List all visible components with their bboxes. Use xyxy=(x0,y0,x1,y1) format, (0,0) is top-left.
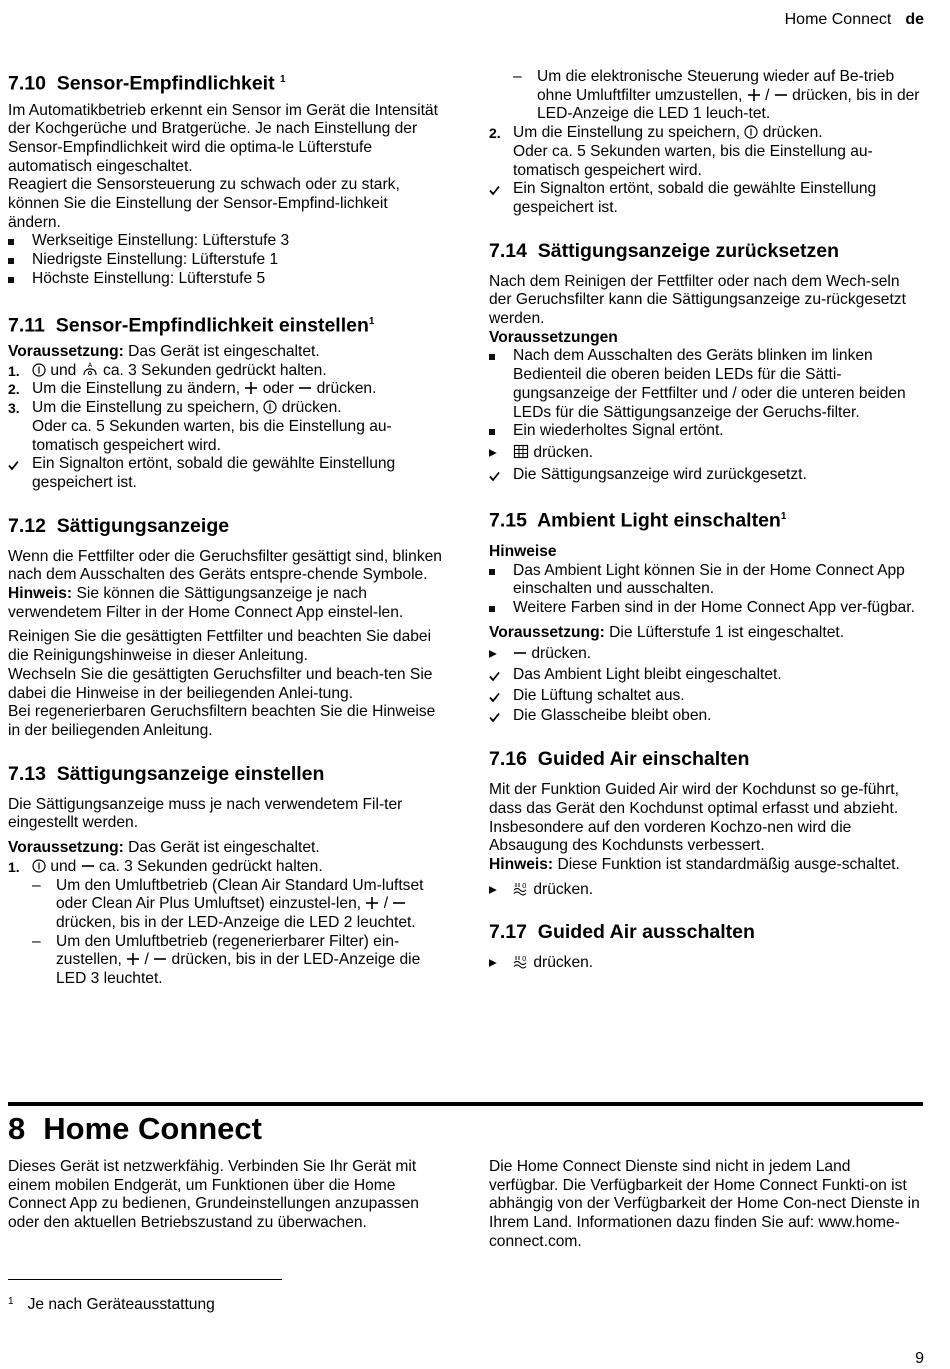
step: 2. Um die Einstellung zu speichern, drücken. Oder ca. 5 Sekunden warten, bis die Einstellung au-tomatisch gespeichert wird. xyxy=(489,124,873,179)
left-column xyxy=(8,68,443,989)
arrow-right-icon: ▸ xyxy=(489,443,497,461)
list-item: Weitere Farben sind in der Home Connect App ver-fügbar. xyxy=(489,599,924,618)
paragraph: Reagiert die Sensorsteuerung zu schwach oder zu stark, können Sie die Einstellung der Sensor-Empfind-lichkeit ändern. xyxy=(8,176,400,231)
bullet-square-icon xyxy=(489,429,495,435)
paragraph: Wechseln Sie die gesättigten Geruchsfilter und beach-ten Sie dabei die Hinweise in der beiliegenden Anlei-tung. xyxy=(8,665,433,702)
heading-7-15: 7.15 Ambient Light einschalten$^1$ xyxy=(489,509,787,532)
bullet-square-icon xyxy=(489,354,495,360)
action-step: ▸ 0 drücken. xyxy=(489,880,594,898)
minus-icon xyxy=(81,859,95,873)
precondition: Voraussetzung: Die Lüfterstufe 1 ist eingeschaltet. xyxy=(489,623,845,641)
arrow-right-icon: ▸ xyxy=(489,954,497,972)
heading-7-12: 7.12 Sättigungsanzeige xyxy=(8,514,230,537)
heading-7-14: 7.14 Sättigungsanzeige zurücksetzen xyxy=(489,239,840,262)
svg-text:0: 0 xyxy=(522,881,527,890)
bullet-square-icon xyxy=(8,258,14,264)
heading-7-13: 7.13 Sättigungsanzeige einstellen xyxy=(8,762,325,785)
sensor-auto-icon xyxy=(81,362,99,377)
heading-7-17: 7.17 Guided Air ausschalten xyxy=(489,921,755,944)
svg-text:0: 0 xyxy=(522,955,527,964)
minus-icon xyxy=(153,952,167,966)
step: 1. und A ca. 3 Sekunden gedrückt halten. xyxy=(8,361,327,379)
paragraph: Die Home Connect Dienste sind nicht in jedem Land verfügbar. Die Verfügbarkeit der Home Connect Funkti-on ist abhängig von der Verfügbarkeit der Home Con-nect Dienste in Ihrem Land. Informationen dazu finden Sie auf: www.home-connect.com. xyxy=(489,1158,920,1250)
preconditions-heading: Voraussetzungen xyxy=(489,328,618,346)
list-item: Ein wiederholtes Signal ertönt. xyxy=(489,422,924,441)
step: 2. Um die Einstellung zu ändern, oder drücken. xyxy=(8,380,377,398)
header-title: Home Connect xyxy=(784,11,892,28)
bullet-square-icon xyxy=(8,277,14,283)
svg-text:A: A xyxy=(87,361,92,369)
guided-air-icon xyxy=(513,881,529,896)
power-icon xyxy=(32,363,46,377)
page-header xyxy=(785,11,924,29)
plus-icon xyxy=(747,88,761,102)
paragraph: Wenn die Fettfilter oder die Geruchsfilter gesättigt sind, blinken nach dem Ausschalten des Geräts entspre-chende Symbole. xyxy=(8,547,442,584)
action-step: ▸ 0 drücken. xyxy=(489,954,594,972)
minus-icon xyxy=(298,381,312,395)
paragraph: Dieses Gerät ist netzwerkfähig. Verbinden Sie Ihr Gerät mit einem mobilen Endgerät, um Funktionen über die Home Connect App zu bedienen, Grundeinstellungen anzupassen oder den aktuellen Betriebszustand zu überwachen. xyxy=(8,1158,419,1232)
heading-7-10: 7.10 Sensor-Empfindlichkeit $^1$ xyxy=(8,72,286,95)
result: Die Lüftung schaltet aus. xyxy=(489,687,924,706)
power-icon xyxy=(744,125,758,139)
right-column xyxy=(489,68,924,973)
guided-air-icon xyxy=(513,954,529,969)
paragraph: Nach dem Reinigen der Fettfilter oder nach dem Wech-seln der Geruchsfilter kann die Sättigungsanzeige zu-rückgesetzt werden. xyxy=(489,272,906,328)
checkmark-icon xyxy=(489,671,500,682)
plus-icon xyxy=(365,896,379,910)
checkmark-icon xyxy=(489,712,500,723)
paragraph: Reinigen Sie die gesättigten Fettfilter und beachten Sie dabei die Reinigungshinweise in dieser Anleitung. xyxy=(8,628,432,665)
result: Ein Signalton ertönt, sobald die gewählte Einstellung gespeichert ist. xyxy=(489,180,924,217)
paragraph: Bei regenerierbaren Geruchsfiltern beachten Sie die Hinweise in der beiliegenden Anleitung. xyxy=(8,703,436,739)
bullet-square-icon xyxy=(8,239,14,245)
heading-7-16: 7.16 Guided Air einschalten xyxy=(489,748,750,771)
footnote: $^1$ Je nach Geräteausstattung xyxy=(8,1296,215,1313)
precondition: Voraussetzung: Das Gerät ist eingeschaltet. xyxy=(8,839,320,857)
sub-step: – Um den Umluftbetrieb (Clean Air Standard Um-luftset oder Clean Air Plus Umluftset) einzustel-len, / drücken, bis in der LED-Anzeige die LED 2 leuchtet. xyxy=(32,876,424,931)
page-number: 9 xyxy=(915,1350,924,1367)
power-icon xyxy=(263,400,277,414)
result: Die Sättigungsanzeige wird zurückgesetzt. xyxy=(489,466,924,485)
checkmark-icon xyxy=(489,185,500,196)
hint: Hinweis: Sie können die Sättigungsanzeige je nach verwendetem Filter in der Home Connect App einstel-len. xyxy=(8,585,404,621)
heading-8: 8 Home Connect xyxy=(8,1111,262,1146)
section-divider xyxy=(8,1102,923,1106)
hints-heading: Hinweise xyxy=(489,542,557,560)
step: 3. Um die Einstellung zu speichern, drücken. Oder ca. 5 Sekunden warten, bis die Einstellung au-tomatisch gespeichert wird. xyxy=(8,399,392,454)
action-step: ▸ drücken. xyxy=(489,443,594,461)
list-item: Höchste Einstellung: Lüfterstufe 5 xyxy=(8,270,443,289)
plus-icon xyxy=(126,952,140,966)
paragraph: Mit der Funktion Guided Air wird der Kochdunst so ge-führt, dass das Gerät den Kochdunst optimal erfasst und abzieht. Insbesondere auf den vorderen Kochzo-nen wird die Absaugung des Kochdunsts verbessert. xyxy=(489,781,899,855)
list-item: Nach dem Ausschalten des Geräts blinken im linken Bedienteil die oberen beiden LEDs für die Sätti-gungsanzeige der Fettfilter und / oder die unteren beiden LEDs für die Sättigungsanzeige der Geruchs-filter. xyxy=(489,347,924,422)
paragraph: Die Sättigungsanzeige muss je nach verwendetem Fil-ter eingestellt werden. xyxy=(8,795,403,832)
footnote-divider xyxy=(8,1279,282,1280)
result: Ein Signalton ertönt, sobald die gewählte Einstellung gespeichert ist. xyxy=(8,455,443,492)
checkmark-icon xyxy=(489,471,500,482)
hint: Hinweis: Diese Funktion ist standardmäßig ausge-schaltet. xyxy=(489,856,900,873)
arrow-right-icon: ▸ xyxy=(489,645,497,663)
heading-7-11: 7.11 Sensor-Empfindlichkeit einstellen$^1$ xyxy=(8,314,375,337)
filter-grid-icon xyxy=(513,444,529,459)
paragraph: Im Automatikbetrieb erkennt ein Sensor im Gerät die Intensität der Kochgerüche und Bratgerüche. Je nach Einstellung der Sensor-Empfindlichkeit wird die optima-le Lüfterstufe automatisch eingeschaltet. xyxy=(8,101,438,175)
sub-step: – Um den Umluftbetrieb (regenerierbarer Filter) ein-zustellen, / drücken, bis in der LED-Anzeige die LED 3 leuchtet. xyxy=(32,932,421,988)
sub-step: – Um die elektronische Steuerung wieder auf Be-trieb ohne Umluftfilter umzustellen, / drücken, bis in der LED-Anzeige die LED 1 leuch-tet. xyxy=(513,68,920,123)
header-language: de xyxy=(905,11,924,28)
minus-icon xyxy=(392,896,406,910)
list-item: Werkseitige Einstellung: Lüfterstufe 3 xyxy=(8,232,443,251)
bullet-square-icon xyxy=(489,606,495,612)
result: Die Glasscheibe bleibt oben. xyxy=(489,707,924,726)
power-icon xyxy=(32,859,46,873)
precondition: Voraussetzung: Das Gerät ist eingeschaltet. xyxy=(8,343,320,361)
checkmark-icon xyxy=(489,692,500,703)
plus-icon xyxy=(244,381,258,395)
list-item: Das Ambient Light können Sie in der Home Connect App einschalten und ausschalten. xyxy=(489,562,924,599)
minus-icon xyxy=(513,646,527,660)
action-step: ▸ drücken. xyxy=(489,645,592,663)
step: 1. und ca. 3 Sekunden gedrückt halten. xyxy=(8,857,323,875)
minus-icon xyxy=(774,88,788,102)
list-item: Niedrigste Einstellung: Lüfterstufe 1 xyxy=(8,251,443,270)
bullet-square-icon xyxy=(489,569,495,575)
result: Das Ambient Light bleibt eingeschaltet. xyxy=(489,666,924,685)
checkmark-icon xyxy=(8,460,19,471)
arrow-right-icon: ▸ xyxy=(489,880,497,898)
